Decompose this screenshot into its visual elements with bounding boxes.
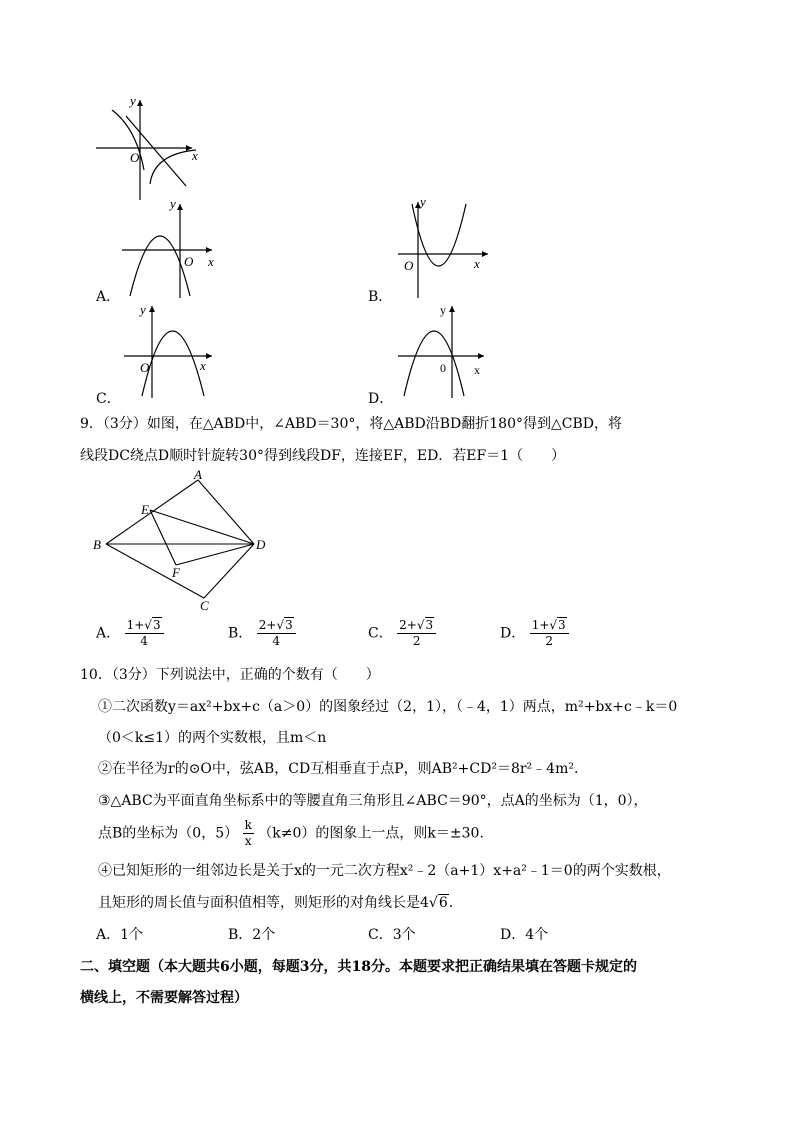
q10-option-a: A．1个 bbox=[96, 927, 144, 943]
q9-label-d: D bbox=[256, 537, 266, 552]
q8-option-a-x-label: x bbox=[208, 254, 214, 269]
q9-option-a bbox=[96, 618, 164, 649]
q10-statement-1-line-2: （0＜k≤1）的两个实数根，且m＜n bbox=[98, 730, 327, 746]
q9-option-d bbox=[500, 618, 569, 649]
q9-option-b-fraction: $\frac{2+√3}{4}$ bbox=[257, 618, 296, 649]
q8-option-d-origin-label: 0 bbox=[440, 361, 446, 375]
q9-label-e: E bbox=[141, 502, 149, 517]
q8-option-b-y-label: y bbox=[420, 196, 426, 209]
q9-option-d-num: 1+ bbox=[531, 618, 550, 632]
q10-statement-4-line-1: ④已知矩形的一组邻边长是关于x的一元二次方程x²﹣2（a+1）x+a²﹣1＝0的两个实数根， bbox=[98, 863, 671, 879]
q8-option-d-graph bbox=[394, 300, 494, 398]
q8-option-a-letter: A． bbox=[96, 289, 121, 305]
q10-statement-4-text-a: 且矩形的周长值与面积值相等，则矩形的对角线长是4 bbox=[98, 895, 429, 911]
q8-option-b-origin-label: O bbox=[404, 258, 414, 273]
q9-option-a-num: 1+ bbox=[126, 618, 145, 632]
q10-statement-3-line-2 bbox=[98, 818, 484, 849]
q9-option-c-radicand: 3 bbox=[425, 618, 434, 632]
q9-option-c-num: 2+ bbox=[399, 618, 417, 632]
q9-option-b-radicand: 3 bbox=[285, 618, 293, 632]
q10-option-b: B．2个 bbox=[228, 927, 276, 943]
q8-option-c-y-label: y bbox=[140, 302, 146, 317]
q9-label-c: C bbox=[200, 598, 209, 613]
q9-option-d-letter: D． bbox=[500, 625, 526, 642]
q9-label-b: B bbox=[93, 537, 101, 552]
q9-option-a-den: 4 bbox=[140, 634, 148, 648]
q10-statement-3-frac-den: x bbox=[244, 834, 252, 848]
q8-option-c-graph bbox=[120, 300, 220, 398]
q8-main-y-label: y bbox=[130, 93, 136, 108]
q8-option-a-y-label: y bbox=[170, 196, 176, 211]
q8-option-c-origin-label: O bbox=[140, 360, 150, 375]
q9-option-a-letter: A． bbox=[96, 625, 121, 642]
q10-stem: 10．（3分）下列说法中，正确的个数有（ ） bbox=[80, 667, 380, 683]
q8-option-b-letter: B． bbox=[368, 289, 393, 305]
q9-option-c-fraction: $\frac{2+√3}{2}$ bbox=[397, 618, 436, 649]
q9-stem-line-1: 9．（3分）如图，在△ABD中，∠ABD＝30°，将△ABD沿BD翻折180°得到△CBD，将 bbox=[80, 416, 622, 432]
q8-option-c-x-label: x bbox=[200, 358, 206, 373]
q8-option-a-origin-label: O bbox=[184, 254, 194, 269]
q9-label-a: A bbox=[194, 470, 202, 482]
q9-stem-line-2: 线段DC绕点D顺时针旋转30°得到线段DF，连接EF，ED．若EF＝1（ ） bbox=[80, 448, 566, 464]
q10-statement-3-line-1: ③△ABC为平面直角坐标系中的等腰直角三角形且∠ABC＝90°，点A的坐标为（1，0）， bbox=[98, 793, 648, 809]
q10-option-d: D．4个 bbox=[500, 927, 549, 943]
section-2-heading-line-2: 横线上，不需要解答过程） bbox=[80, 990, 248, 1006]
q9-option-b-den: 4 bbox=[272, 634, 281, 648]
q9-option-a-radicand: 3 bbox=[152, 618, 161, 632]
q9-option-a-fraction: $\frac{1+√3}{4}$ bbox=[125, 618, 164, 649]
q8-option-a-graph bbox=[120, 196, 220, 298]
q8-option-b-graph bbox=[394, 196, 494, 298]
q10-option-c: C．3个 bbox=[368, 927, 416, 943]
q9-option-d-radicand: 3 bbox=[558, 618, 566, 632]
q9-option-c-den: 2 bbox=[412, 634, 421, 648]
q9-label-f: F bbox=[172, 565, 180, 580]
q8-option-c-letter: C． bbox=[96, 391, 121, 407]
q8-option-b-x-label: x bbox=[474, 256, 480, 271]
q8-main-graph bbox=[92, 92, 212, 202]
q10-statement-4-line-2: 且矩形的周长值与面积值相等，则矩形的对角线长是4√6. bbox=[98, 895, 454, 911]
q10-statement-4-text-b: . bbox=[448, 895, 454, 911]
q10-statement-3-fraction bbox=[243, 818, 254, 849]
section-2-heading-line-1: 二、填空题（本大题共6小题，每题3分，共18分。本题要求把正确结果填在答题卡规定的 bbox=[80, 959, 637, 975]
q9-option-b-num: 2+ bbox=[258, 618, 277, 632]
q10-statement-1-line-1: ①二次函数y＝ax²+bx+c（a＞0）的图象经过（2，1），（﹣4，1）两点，m²+bx+c﹣k＝0 bbox=[98, 699, 678, 715]
q8-main-x-label: x bbox=[192, 148, 198, 163]
q10-statement-3-text-a: 点B的坐标为（0，5） bbox=[98, 825, 239, 842]
q8-main-origin-label: O bbox=[130, 150, 140, 165]
q9-option-c-letter: C． bbox=[368, 625, 393, 642]
q8-option-d-y-label: y bbox=[440, 303, 446, 317]
q9-figure bbox=[90, 470, 280, 615]
q10-statement-3-frac-num: k bbox=[244, 818, 252, 832]
q8-option-d-letter: D． bbox=[368, 391, 394, 407]
q9-option-b-letter: B． bbox=[228, 625, 253, 642]
q8-option-d-x-label: x bbox=[474, 363, 480, 377]
q9-option-c bbox=[368, 618, 436, 649]
q10-statement-4-radicand: 6 bbox=[438, 895, 448, 911]
q10-statement-2: ②在半径为r的⊙O中，弦AB，CD互相垂直于点P，则AB²+CD²＝8r²﹣4m². bbox=[98, 761, 579, 777]
q9-option-d-fraction: $\frac{1+√3}{2}$ bbox=[530, 618, 569, 649]
q10-statement-3-text-b: （k≠0）的图象上一点，则k＝±30. bbox=[258, 825, 484, 842]
q9-option-d-den: 2 bbox=[545, 634, 553, 648]
q9-option-b bbox=[228, 618, 296, 649]
